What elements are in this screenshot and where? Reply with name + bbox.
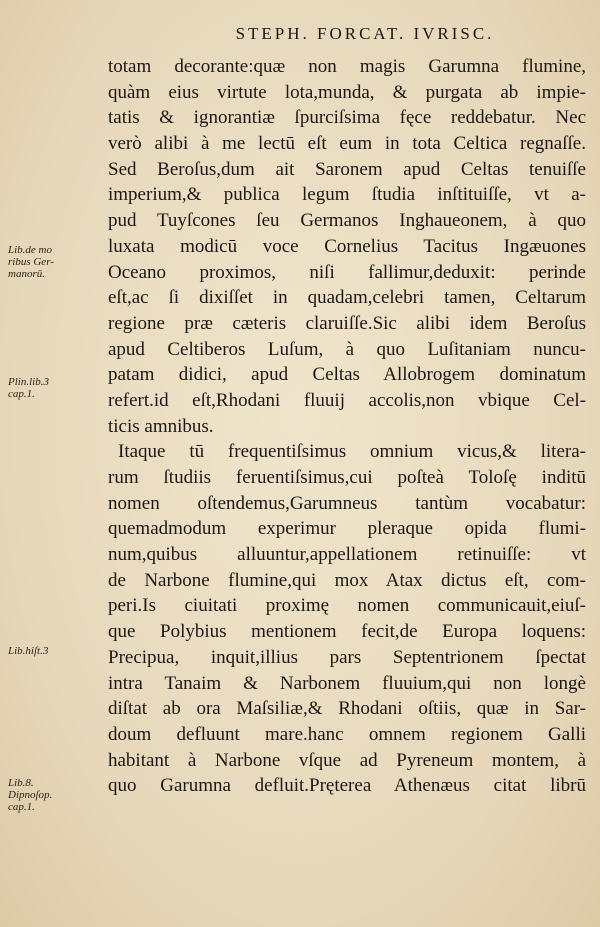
text-line: ticis amnibus. — [108, 415, 214, 437]
text-line: Sed Beroſus,dum ait Saronem apud Celtas tenuiſſe — [108, 158, 586, 180]
text-line: rum ſtudiis feruentiſsimus,cui poſteà Toloſę inditū — [108, 467, 586, 488]
text-line: patam didici, apud Celtas Allobrogem dominatum — [108, 364, 586, 386]
text-line: eſt,ac ſi dixiſſet in quadam,celebri tamen, Celtarum — [108, 287, 586, 309]
margin-note — [8, 777, 108, 813]
text-line: luxata modicū voce Cornelius Tacitus Ingæuones — [108, 235, 586, 257]
text-line: apud Celtiberos Luſum, à quo Luſitaniam nuncu- — [108, 338, 586, 360]
running-head: STEPH. FORCAT. IVRISC. — [235, 24, 495, 43]
margin-note-line: Plin.lib.3 — [8, 376, 49, 388]
margin-note-line: Lib.de mo — [8, 244, 52, 256]
margin-note — [8, 645, 108, 657]
margin-note — [8, 244, 108, 280]
text-line: tatis & ignorantiæ ſpurciſsima fęce reddebatur. Nec — [108, 107, 586, 129]
text-line: peri.Is ciuitati proximę nomen communicauit,eiuſ- — [108, 595, 586, 617]
text-line: regione præ cæteris claruiſſe.Sic alibi idem Beroſus — [108, 312, 586, 334]
text-line: de Narbone flumine,qui mox Atax dictus eſt, com- — [108, 569, 586, 591]
margin-note-line: Lib.hiſt.3 — [8, 645, 49, 657]
text-line: quemadmodum experimur pleraque opida flumi- — [108, 518, 586, 540]
margin-note-line: ribus Ger- — [8, 256, 54, 268]
text-line: quàm eius virtute lota,munda, & purgata ab impie- — [108, 81, 586, 103]
text-line: habitant à Narbone vſque ad Pyreneum montem, à — [108, 749, 586, 771]
margin-note — [8, 376, 108, 400]
text-line: refert.id eſt,Rhodani fluuij accolis,non vbique Cel- — [108, 389, 586, 411]
text-line: pud Tuyſcones ſeu Germanos Inghaueonem, à quo — [108, 210, 586, 232]
body-text — [108, 54, 586, 799]
text-line: diſtat ab ora Maſsiliæ,& Rhodani oſtiis, quæ in Sar- — [108, 698, 586, 720]
text-line: intra Tanaim & Narbonem fluuium,qui non longè — [108, 672, 586, 694]
text-line: Oceano proximos, niſi fallimur,deduxit: perinde — [108, 261, 586, 283]
text-line: totam decorante:quæ non magis Garumna flumine, — [108, 56, 586, 77]
text-line: verò alibi à me lectū eſt eum in tota Celtica regnaſſe. — [108, 133, 586, 155]
text-line: doum defluunt mare.hanc omnem regionem Galli — [108, 723, 586, 745]
margin-note-line: cap.1. — [8, 801, 35, 813]
margin-note-line: Dipnoſop. — [8, 789, 53, 801]
margin-note-line: cap.1. — [8, 388, 35, 400]
text-line: nomen oſtendemus,Garumneus tantùm vocabatur: — [108, 492, 586, 514]
text-line: Precipua, inquit,illius pars Septentrionem ſpectat — [108, 646, 586, 668]
text-line: imperium,& publica legum ſtudia inſtituiſſe, vt a- — [108, 184, 586, 206]
text-line: num,quibus alluuntur,appellationem retinuiſſe: vt — [108, 544, 586, 566]
text-line: quo Garumna defluit.Pręterea Athenæus citat librū — [108, 775, 586, 797]
margin-note-line: Lib.8. — [8, 777, 34, 789]
text-line: que Polybius mentionem fecit,de Europa loquens: — [108, 621, 586, 643]
margin-note-line: manorū. — [8, 268, 45, 280]
text-line: Itaque tū frequentiſsimus omnium vicus,& litera- — [118, 441, 586, 463]
